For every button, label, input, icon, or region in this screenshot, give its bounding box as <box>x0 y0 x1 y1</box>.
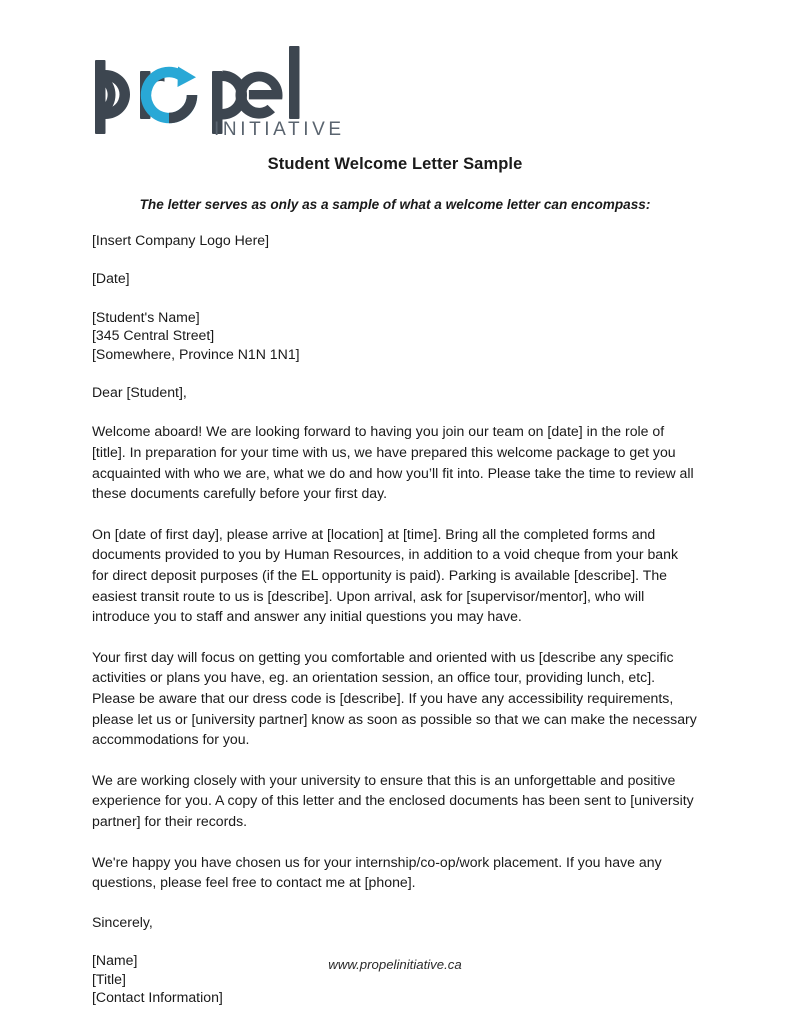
signature-line-contact: [Contact Information] <box>92 988 223 1005</box>
page-subtitle: The letter serves as only as a sample of what a welcome letter can encompass: <box>139 197 651 212</box>
sign-off <box>92 913 698 931</box>
date-placeholder <box>92 269 698 287</box>
body-paragraph-1: Welcome aboard! We are looking forward to having you join our team on [date] in the role of [title]. In preparation for your time with us, we have prepared this welcome package to get you acquainted with who we are, what we do and how you’ll fit into. Please take the time to review all these documents carefully before your first day. <box>92 423 694 502</box>
recipient-line-street: [345 Central Street] <box>92 327 215 344</box>
circular-arrow-icon <box>146 67 196 119</box>
body-paragraph-4: We are working closely with your university to ensure that this is an unforgettable and positive experience for you. A copy of this letter and the enclosed documents has been sent to [university partner] for their records. <box>92 771 694 829</box>
recipient-line-city: [Somewhere, Province N1N 1N1] <box>92 345 300 362</box>
company-logo-placeholder-text: [Insert Company Logo Here] <box>92 232 270 248</box>
body-paragraph-2: On [date of first day], please arrive at [location] at [time]. Bring all the completed forms and documents provided to you by Human Resources, in addition to a void cheque from your bank for direct deposit purposes (if the EL opportunity is paid). Parking is available [describe]. The easiest transit route to us is [describe]. Upon arrival, ask for [supervisor/mentor], who will introduce you to staff and answer any initial questions you may have. <box>92 525 679 625</box>
body-paragraph-5: We're happy you have chosen us for your internship/co-op/work placement. If you have any questions, please feel free to contact me at [phone]. <box>92 853 662 891</box>
page-title: Student Welcome Letter Sample <box>267 155 523 173</box>
logo-tagline: INITIATIVE <box>214 119 345 140</box>
signature-line-name: [Name] <box>92 952 138 969</box>
body-paragraph-3: Your first day will focus on getting you comfortable and oriented with us [describe any specific activities or plans you have, eg. an orientation session, an office tour, providing lunch, etc]. Please be aware that our dress code is [describe]. If you have any accessibility requirements, please let us or [university partner] know as soon as possible so that we can make the necessary accommodations for you. <box>92 648 697 748</box>
salutation <box>92 383 698 401</box>
recipient-address-block <box>92 308 698 363</box>
company-logo-placeholder <box>92 231 698 249</box>
footer-website: www.propelinitiative.ca <box>328 957 462 972</box>
sign-off-text: Sincerely, <box>92 913 153 930</box>
letter-body <box>92 231 698 1022</box>
signature-line-title: [Title] <box>92 970 126 987</box>
recipient-line-name: [Student's Name] <box>92 308 200 325</box>
date-placeholder-text: [Date] <box>92 270 130 287</box>
salutation-text: Dear [Student], <box>92 384 187 401</box>
propel-initiative-logo <box>92 44 362 140</box>
logo-svg <box>92 44 362 140</box>
